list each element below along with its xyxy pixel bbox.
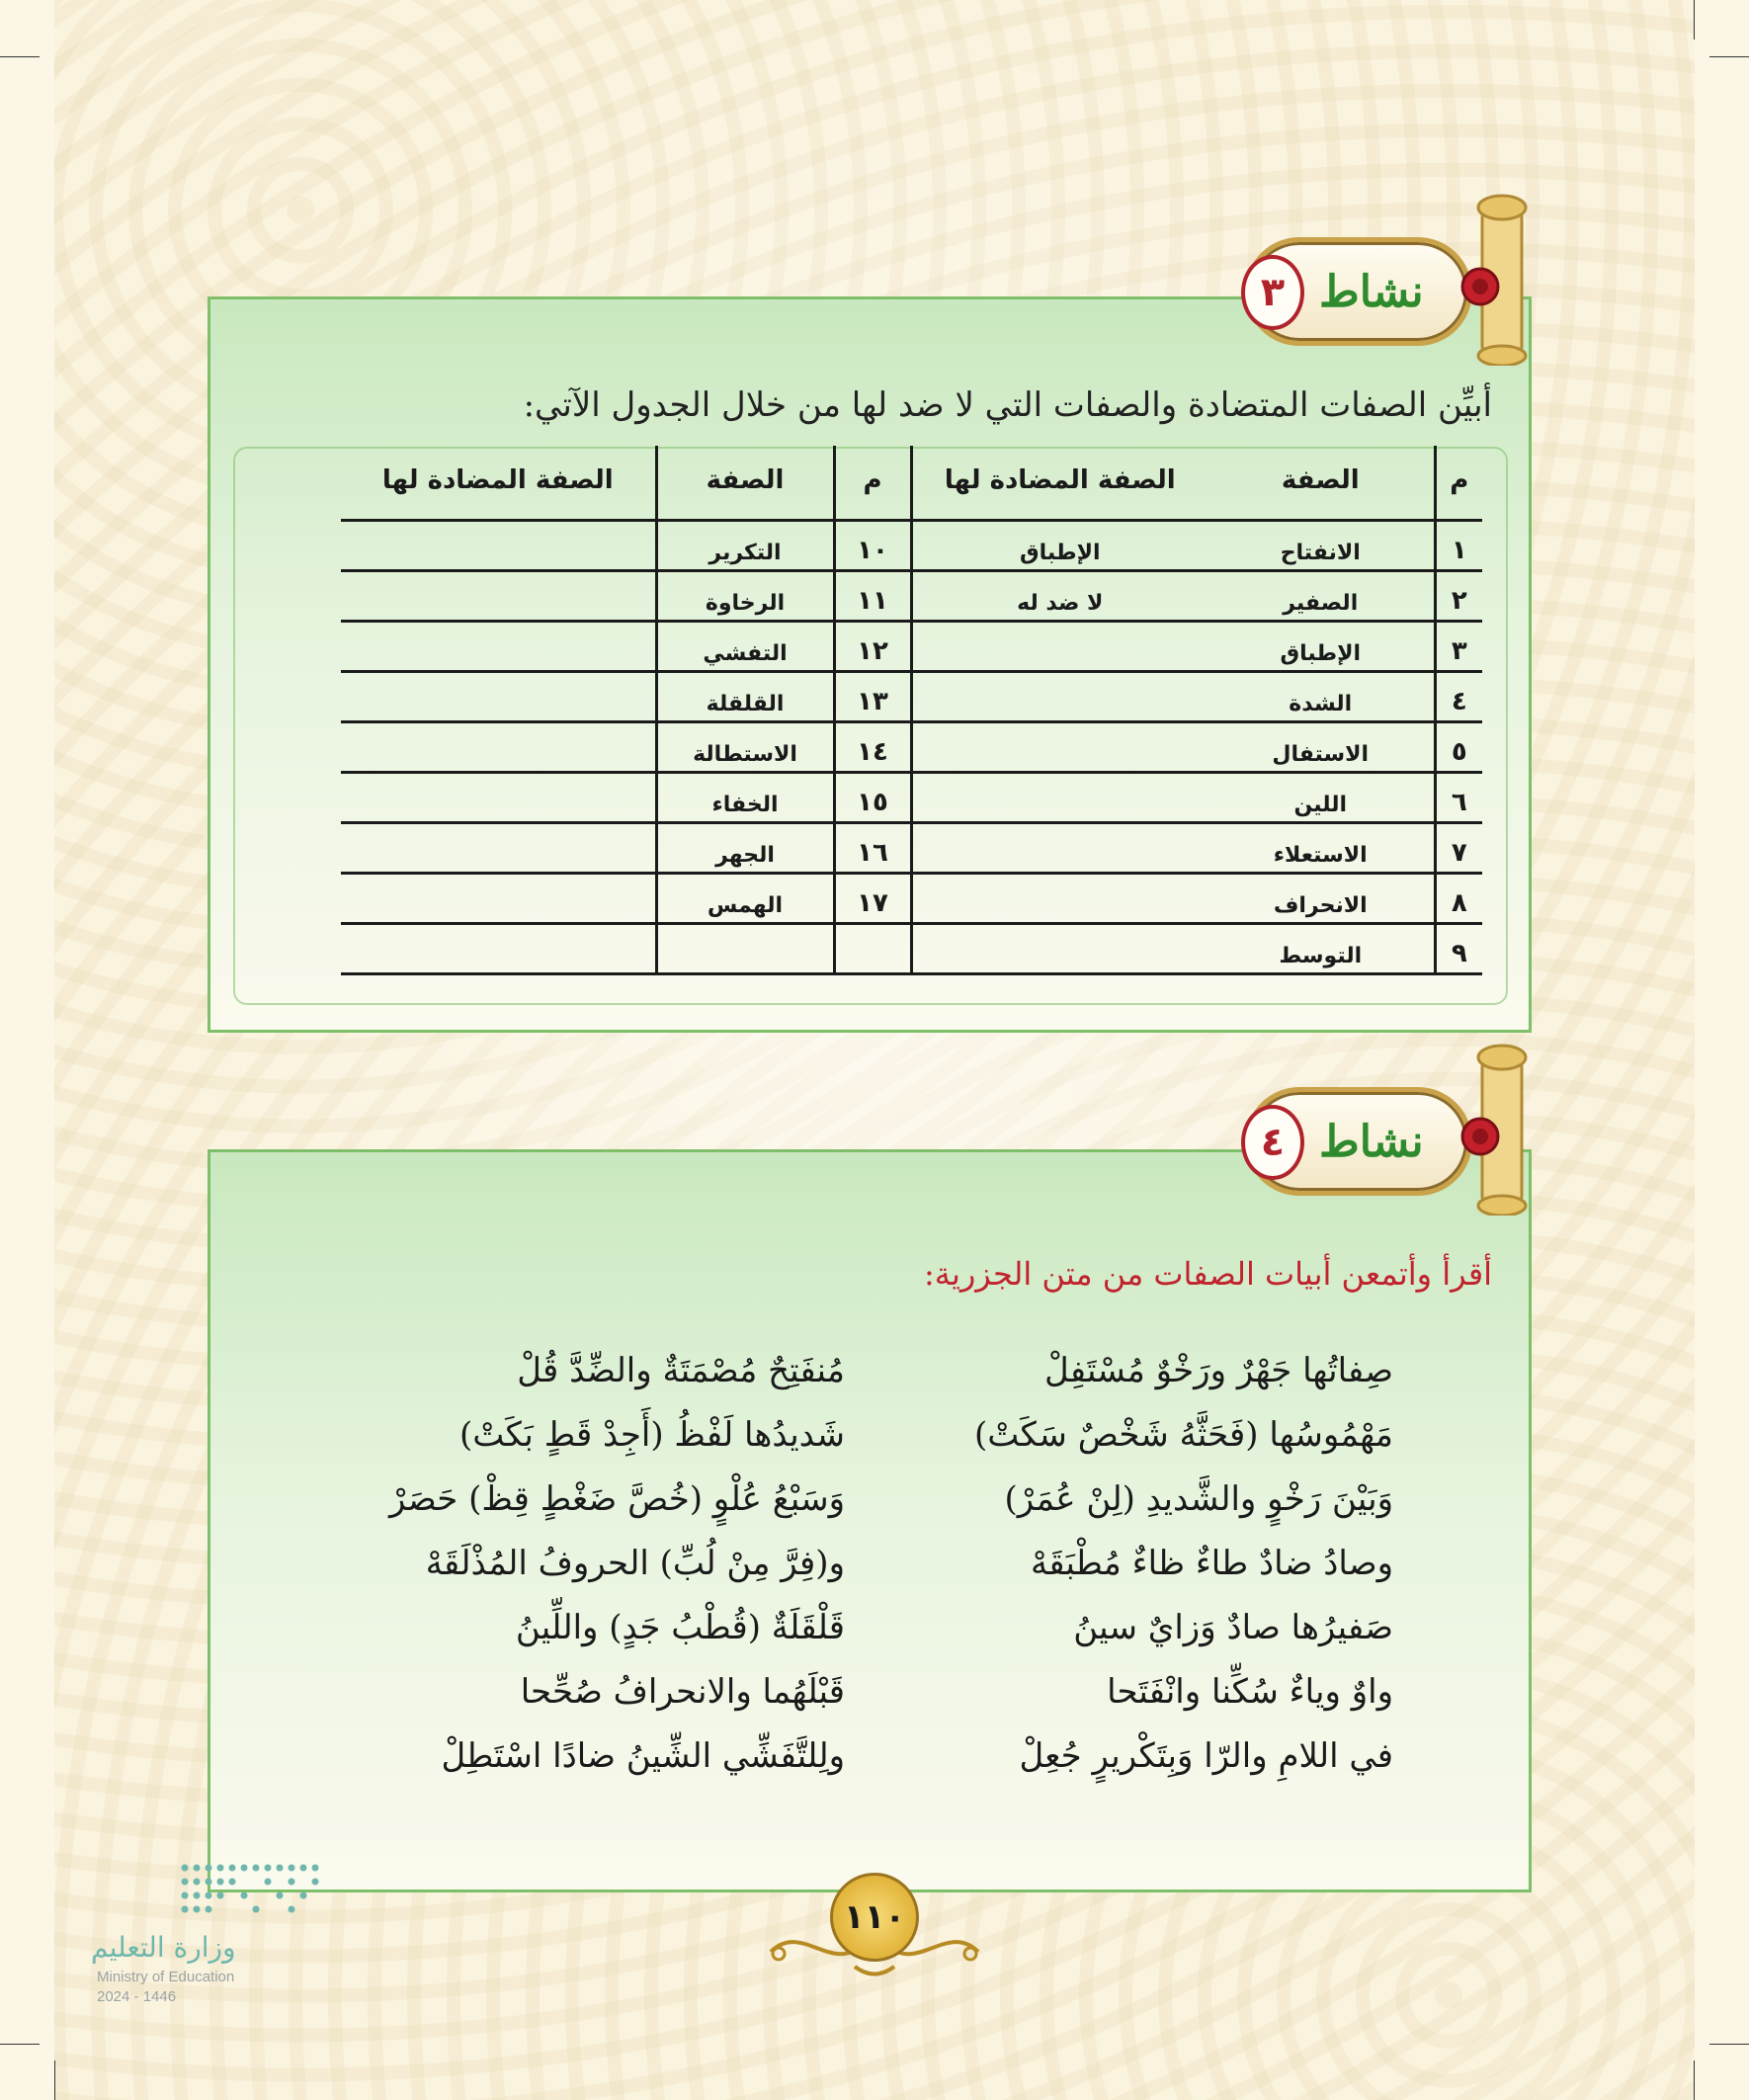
sifa-cell: القلقلة (656, 671, 834, 721)
ministry-name-arabic: وزارة التعليم (91, 1931, 236, 1964)
crop-mark (1709, 56, 1749, 57)
scroll-icon (1453, 1038, 1541, 1216)
table-header-row (341, 446, 1482, 520)
sifa-cell: الاستعلاء (1208, 822, 1435, 873)
sifa-cell: الاستفال (1208, 721, 1435, 772)
row-number: ١ (1435, 520, 1482, 570)
opposite-cell[interactable]: لا ضد له (911, 570, 1208, 621)
table-row (341, 822, 1482, 873)
ministry-name-english: Ministry of Education (97, 1969, 235, 1985)
header-cell: الصفة (656, 446, 834, 520)
row-number: ٢ (1435, 570, 1482, 621)
badge-number: ٣ (1241, 255, 1304, 330)
table-row (341, 520, 1482, 570)
row-number: ٦ (1435, 772, 1482, 822)
header-cell: م (1435, 446, 1482, 520)
opposite-cell[interactable] (911, 923, 1208, 973)
crop-mark (1709, 2044, 1749, 2045)
poem-verse: وصادُ ضادٌ طاءٌ ظاءٌ مُطْبَقَهْ (1031, 1544, 1393, 1583)
table-row (341, 570, 1482, 621)
opposite-cell[interactable] (911, 721, 1208, 772)
badge-word: نشاط (1319, 266, 1424, 317)
poem-verse: مَهْمُوسُها (فَحَثَّهُ شَخْصٌ سَكَتْ) (973, 1415, 1393, 1455)
row-number: ١٠ (834, 520, 911, 570)
opposite-cell[interactable] (911, 671, 1208, 721)
table-row (341, 721, 1482, 772)
header-cell: الصفة المضادة لها (911, 446, 1208, 520)
opposite-cell[interactable] (341, 772, 656, 822)
sifa-cell: اللين (1208, 772, 1435, 822)
opposite-cell[interactable]: الإطباق (911, 520, 1208, 570)
sifa-cell: الرخاوة (656, 570, 834, 621)
poem-verse: قَلْقَلَةٌ (قُطْبُ جَدٍ) واللِّينُ (515, 1608, 845, 1647)
sifa-cell: الانحراف (1208, 873, 1435, 923)
opposite-cell[interactable] (341, 621, 656, 671)
row-number: ١٢ (834, 621, 911, 671)
opposite-cell[interactable] (911, 873, 1208, 923)
poem-verse: مُنفَتِحٌ مُصْمَتَةٌ والضِّدَّ قُلْ (517, 1351, 845, 1390)
header-cell: الصفة (1208, 446, 1435, 520)
ministry-logo-dots-icon (180, 1858, 328, 1927)
opposite-cell[interactable] (341, 520, 656, 570)
sifa-cell: الجهر (656, 822, 834, 873)
row-number: ١٥ (834, 772, 911, 822)
table-row (341, 923, 1482, 973)
row-number: ١٦ (834, 822, 911, 873)
sifa-cell: التكرير (656, 520, 834, 570)
poem-right-column (949, 1339, 1393, 1789)
opposite-cell[interactable] (341, 721, 656, 772)
crop-mark (54, 2060, 55, 2100)
badge-number: ٤ (1241, 1105, 1304, 1180)
sifa-cell: الشدة (1208, 671, 1435, 721)
activity4-badge (1245, 1077, 1551, 1216)
row-number: ١٣ (834, 671, 911, 721)
opposite-cell[interactable] (341, 822, 656, 873)
poem-verse: في اللامِ والرّا وَبِتَكْريرٍ جُعِلْ (1019, 1736, 1393, 1776)
activity3-badge (1245, 227, 1551, 366)
poem-verse: شَديدُها لَفْظُ (أَجِدْ قَطٍ بَكَتْ) (459, 1415, 845, 1455)
row-number: ٩ (1435, 923, 1482, 973)
sifa-cell: الخفاء (656, 772, 834, 822)
poem-verse: قَبْلَهُما والانحرافُ صُحِّحا (520, 1672, 845, 1712)
sifa-cell: التفشي (656, 621, 834, 671)
crop-mark (1694, 2060, 1695, 2100)
table-row (341, 873, 1482, 923)
activity3-instruction: أبيِّن الصفات المتضادة والصفات التي لا ضد لها من خلال الجدول الآتي: (523, 385, 1492, 425)
badge-word: نشاط (1319, 1116, 1424, 1167)
row-number: ٥ (1435, 721, 1482, 772)
opposite-cell[interactable] (911, 621, 1208, 671)
opposite-cell[interactable] (911, 822, 1208, 873)
scroll-icon (1453, 188, 1541, 366)
sifa-cell: الصفير (1208, 570, 1435, 621)
opposite-cell[interactable] (341, 873, 656, 923)
row-number: ١٧ (834, 873, 911, 923)
activity4-instruction: أقرأ وأتمعن أبيات الصفات من متن الجزرية: (924, 1255, 1492, 1293)
opposite-cell[interactable] (911, 772, 1208, 822)
header-cell: م (834, 446, 911, 520)
crop-mark (1694, 0, 1695, 40)
sifa-cell: الانفتاح (1208, 520, 1435, 570)
table-row (341, 671, 1482, 721)
sifa-cell: الاستطالة (656, 721, 834, 772)
poem-verse: وَسَبْعُ عُلْوٍ (خُصَّ ضَغْطٍ قِظْ) حَصَرْ (389, 1479, 845, 1519)
poem-verse: صِفاتُها جَهْرٌ ورَخْوٌ مُسْتَفِلْ (1044, 1351, 1393, 1390)
opposite-cell[interactable] (341, 923, 656, 973)
poem-left-column (380, 1339, 845, 1789)
crop-mark (0, 2044, 40, 2045)
sifa-cell: الهمس (656, 873, 834, 923)
sifa-cell: التوسط (1208, 923, 1435, 973)
row-number: ٨ (1435, 873, 1482, 923)
row-number (834, 923, 911, 973)
opposite-cell[interactable] (341, 671, 656, 721)
sifat-table (341, 446, 1482, 975)
sifa-cell: الإطباق (1208, 621, 1435, 671)
row-number: ١١ (834, 570, 911, 621)
table-row (341, 772, 1482, 822)
poem-verse: ولِلتَّفَشِّي الشِّينُ ضادًا اسْتَطِلْ (441, 1736, 845, 1776)
row-number: ٣ (1435, 621, 1482, 671)
poem-verse: صَفيرُها صادٌ وَزايٌ سينُ (1073, 1608, 1393, 1647)
sifa-cell (656, 923, 834, 973)
row-number: ١٤ (834, 721, 911, 772)
poem-verse: و(فِرَّ مِنْ لُبِّ) الحروفُ المُذْلَقَهْ (425, 1544, 845, 1583)
opposite-cell[interactable] (341, 570, 656, 621)
ministry-logo (91, 1858, 328, 2005)
ministry-year: 2024 - 1446 (97, 1988, 177, 2005)
table-row (341, 621, 1482, 671)
crop-mark (0, 56, 40, 57)
header-cell: الصفة المضادة لها (341, 446, 656, 520)
row-number: ٧ (1435, 822, 1482, 873)
row-number: ٤ (1435, 671, 1482, 721)
poem-verse: واوٌ وياءٌ سُكِّنا وانْفَتَحا (1107, 1672, 1393, 1712)
poem-verse: وَبَيْنَ رَخْوٍ والشَّديدِ (لِنْ عُمَرْ) (1004, 1479, 1393, 1519)
page-number: ١١٠ (830, 1873, 919, 1962)
